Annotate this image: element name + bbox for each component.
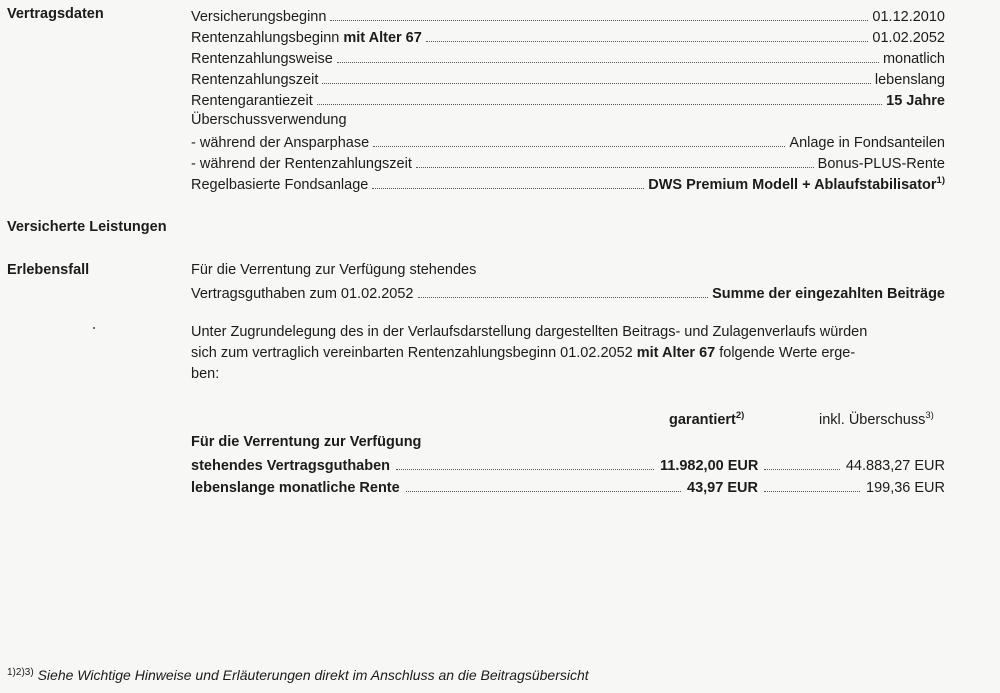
- row-value: [648, 177, 945, 193]
- row-ansparphase: [191, 130, 945, 151]
- col-header-ueberschuss: [819, 412, 934, 428]
- para-line-2a: sich zum vertraglich vereinbarten Rentenzahlungsbeginn 01.02.2052: [191, 345, 637, 361]
- para-line-1: Unter Zugrundelegung des in der Verlaufsdarstellung dargestellten Beitrags- und Zulagenverlaufs würden: [191, 324, 868, 340]
- dot-leader-2: [764, 469, 840, 470]
- table-row-label: stehendes Vertragsguthaben: [191, 458, 391, 474]
- erlebensfall-heading: Erlebensfall: [7, 262, 90, 278]
- col-header-ueberschuss-text: inkl. Überschuss: [819, 412, 926, 428]
- dot-leader: [317, 104, 882, 105]
- table-row: [191, 453, 945, 474]
- row-label-text: Rentenzahlungsbeginn: [191, 30, 344, 46]
- row-value-text: DWS Premium Modell + Ablaufstabilisator: [648, 177, 937, 193]
- row-value: Anlage in Fondsanteilen: [789, 135, 945, 151]
- row-label: Regelbasierte Fondsanlage: [191, 177, 369, 193]
- row-value: 01.12.2010: [872, 9, 945, 25]
- row-label: Vertragsguthaben zum 01.02.2052: [191, 286, 414, 302]
- table-row-garantiert: 43,97 EUR: [687, 480, 758, 496]
- dot-leader: [406, 491, 681, 492]
- row-rentengarantiezeit: [191, 88, 945, 109]
- footnote-marks: 1)2)3): [7, 667, 34, 678]
- dot-leader: [337, 62, 879, 63]
- row-versicherungsbeginn: [191, 4, 945, 25]
- row-value: 15 Jahre: [886, 93, 945, 109]
- row-label-bold: mit Alter 67: [343, 30, 422, 46]
- footnote-text: Siehe Wichtige Hinweise und Erläuterungen direkt im Anschluss an die Beitragsübersicht: [37, 667, 589, 683]
- para-line-2: [191, 343, 951, 364]
- row-rentenzahlungsbeginn: [191, 25, 945, 46]
- table-row-garantiert: 11.982,00 EUR: [660, 458, 759, 474]
- footnote-ref-1: 1): [936, 175, 945, 186]
- row-label: - während der Rentenzahlungszeit: [191, 156, 412, 172]
- row-value: Bonus-PLUS-Rente: [817, 156, 945, 172]
- table-row0-label: Für die Verrentung zur Verfügung: [191, 434, 422, 450]
- dot-leader-2: [764, 491, 860, 492]
- row-label: Rentengarantiezeit: [191, 93, 313, 109]
- para-line-3: ben:: [191, 366, 220, 382]
- row-vertragsguthaben: [191, 281, 945, 302]
- dot-leader: [372, 188, 644, 189]
- stray-dot: [93, 327, 95, 329]
- row-label: [191, 30, 422, 46]
- footnote: [7, 667, 589, 683]
- row-label: Versicherungsbeginn: [191, 9, 327, 25]
- table-row: [191, 475, 945, 496]
- dot-leader: [418, 297, 709, 298]
- table-row-label: lebenslange monatliche Rente: [191, 480, 400, 496]
- footnote-ref-3: 3): [925, 410, 934, 421]
- dot-leader: [416, 167, 814, 168]
- row-rentenzahlungszeit-verwendung: [191, 151, 945, 172]
- row-value: monatlich: [882, 51, 945, 67]
- footnote-ref-2: 2): [735, 410, 745, 421]
- row-fondsanlage: [191, 172, 945, 193]
- col-header-garantiert: [669, 412, 744, 428]
- row-value: Summe der eingezahlten Beiträge: [712, 286, 945, 302]
- row-value: lebenslang: [874, 72, 945, 88]
- row-rentenzahlungszeit: [191, 67, 945, 88]
- dot-leader: [426, 41, 869, 42]
- table-row-ueberschuss: 199,36 EUR: [866, 480, 945, 496]
- dot-leader: [396, 469, 654, 470]
- table-row-ueberschuss: 44.883,27 EUR: [845, 458, 945, 474]
- row-label: Rentenzahlungszeit: [191, 72, 319, 88]
- erlebensfall-line1: Für die Verrentung zur Verfügung stehendes: [191, 262, 477, 278]
- dot-leader: [322, 83, 870, 84]
- vertragsdaten-heading: Vertragsdaten: [7, 6, 104, 22]
- row-value: 01.02.2052: [872, 30, 945, 46]
- col-header-garantiert-text: garantiert: [669, 412, 736, 428]
- row-label: Rentenzahlungsweise: [191, 51, 333, 67]
- versicherte-leistungen-heading: Versicherte Leistungen: [7, 219, 167, 235]
- dot-leader: [373, 146, 785, 147]
- ueberschuss-heading: Überschussverwendung: [191, 112, 347, 128]
- para-line-2b: mit Alter 67: [636, 345, 716, 361]
- dot-leader: [330, 20, 868, 21]
- row-label: - während der Ansparphase: [191, 135, 370, 151]
- erlebensfall-paragraph: [191, 322, 951, 385]
- row-rentenzahlungsweise: [191, 46, 945, 67]
- para-line-2c: folgende Werte erge-: [715, 345, 856, 361]
